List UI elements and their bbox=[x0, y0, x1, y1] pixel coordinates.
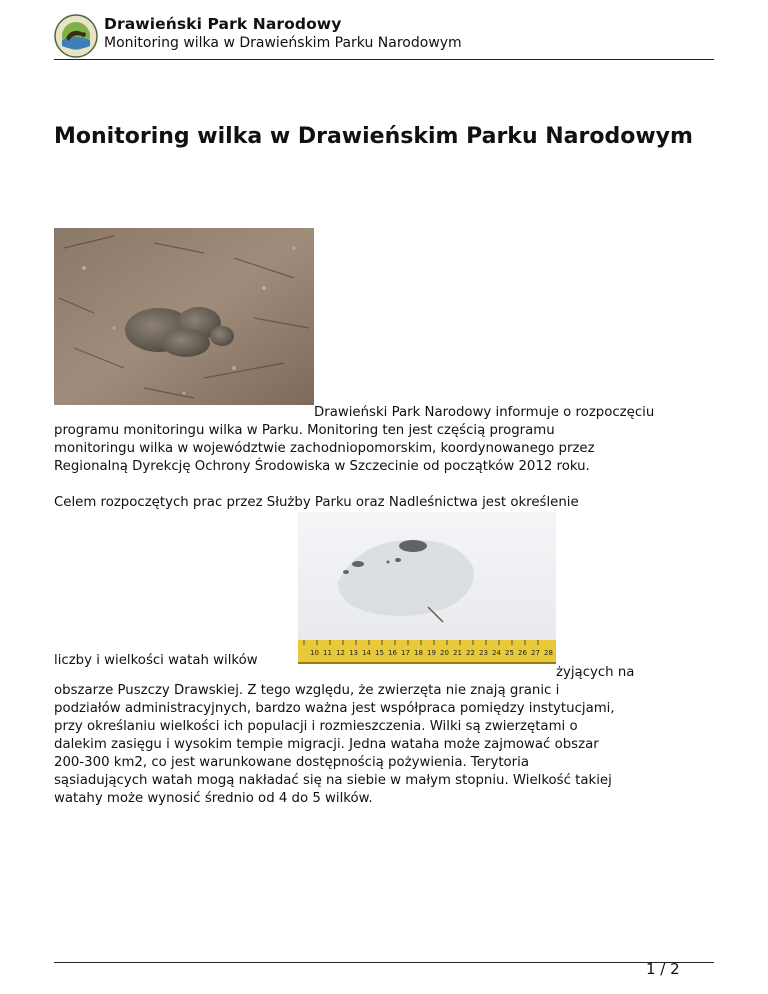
paragraph-2-line-1: Celem rozpoczętych prac przez Służby Parku oraz Nadleśnictwa jest określenie bbox=[54, 495, 579, 510]
paragraph-1-line-1: Drawieński Park Narodowy informuje o rozpoczęciu bbox=[314, 405, 655, 420]
site-name: Drawieński Park Narodowy bbox=[104, 15, 342, 33]
ruler-number: 17 bbox=[401, 649, 410, 657]
ruler-number: 25 bbox=[505, 649, 514, 657]
wolf-track-photo bbox=[298, 512, 556, 664]
paragraph-1-line-4: Regionalną Dyrekcję Ochrony Środowiska w Szczecinie od początków 2012 roku. bbox=[54, 459, 590, 474]
paragraph-2-line-3: obszarze Puszczy Drawskiej. Z tego względu, że zwierzęta nie znają granic i bbox=[54, 683, 560, 698]
paragraph-2-after-image: żyjących na bbox=[556, 665, 635, 680]
paragraph-2-line-9: watahy może wynosić średnio od 4 do 5 wilków. bbox=[54, 791, 373, 806]
ruler-number: 23 bbox=[479, 649, 488, 657]
ruler-number: 26 bbox=[518, 649, 527, 657]
ruler-number: 27 bbox=[531, 649, 540, 657]
ruler-number: 15 bbox=[375, 649, 384, 657]
paragraph-2-before-image: liczby i wielkości watah wilków bbox=[54, 653, 258, 668]
page-header bbox=[54, 12, 714, 60]
paragraph-1-line-3: monitoringu wilka w województwie zachodniopomorskim, koordynowanego przez bbox=[54, 441, 595, 456]
paragraph-2-line-7: 200-300 km2, co jest warunkowane dostępnością pożywienia. Terytoria bbox=[54, 755, 529, 770]
ruler-number: 20 bbox=[440, 649, 449, 657]
footer-divider bbox=[54, 962, 714, 963]
page-number: 1 / 2 bbox=[646, 960, 680, 978]
paragraph-2-line-4: podziałów administracyjnych, bardzo ważna jest współpraca pomiędzy instytucjami, bbox=[54, 701, 615, 716]
ruler-number: 13 bbox=[349, 649, 358, 657]
park-logo-icon bbox=[54, 14, 98, 58]
ruler-number: 12 bbox=[336, 649, 345, 657]
ruler-number: 10 bbox=[310, 649, 319, 657]
ruler-number: 24 bbox=[492, 649, 501, 657]
paragraph-2-line-5: przy określaniu wielkości ich populacji i rozmieszczenia. Wilki są zwierzętami o bbox=[54, 719, 578, 734]
paragraph-2-line-8: sąsiadujących watah mogą nakładać się na siebie w małym stopniu. Wielkość takiej bbox=[54, 773, 612, 788]
header-divider bbox=[54, 59, 714, 60]
ruler-number: 14 bbox=[362, 649, 371, 657]
ruler-number: 28 bbox=[544, 649, 553, 657]
page-title: Monitoring wilka w Drawieńskim Parku Narodowym bbox=[54, 124, 693, 149]
ruler-number: 19 bbox=[427, 649, 436, 657]
ruler-number: 21 bbox=[453, 649, 462, 657]
ruler-number: 22 bbox=[466, 649, 475, 657]
ruler-number: 18 bbox=[414, 649, 423, 657]
ruler-number: 16 bbox=[388, 649, 397, 657]
paragraph-1-line-2: programu monitoringu wilka w Parku. Monitoring ten jest częścią programu bbox=[54, 423, 555, 438]
ruler-number: 11 bbox=[323, 649, 332, 657]
header-subtitle: Monitoring wilka w Drawieńskim Parku Narodowym bbox=[104, 35, 462, 51]
paragraph-2-line-6: dalekim zasięgu i wysokim tempie migracji. Jedna wataha może zajmować obszar bbox=[54, 737, 599, 752]
wolf-scat-photo bbox=[54, 228, 314, 405]
